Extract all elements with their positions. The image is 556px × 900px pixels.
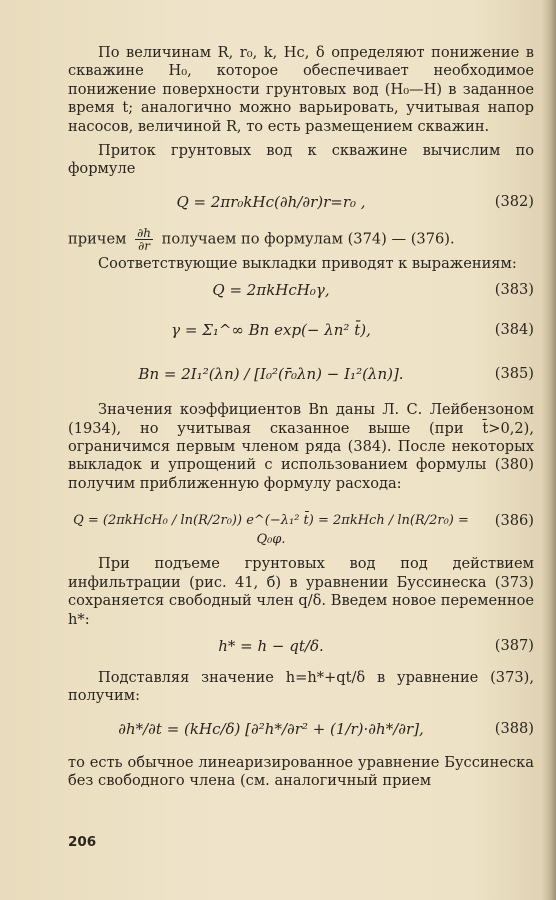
equation-383 <box>68 277 534 307</box>
inline-fraction-numerator: ∂h <box>137 225 152 240</box>
paragraph-3-start: причем <box>68 230 127 248</box>
paragraph-5: Значения коэффициентов Bn даны Л. С. Лейбензоном (1934), но учитывая сказанное выше (при t̄>0,2), ограничимся первым членом ряда (384). После некоторых выкладок и упрощений с использованием формулы (380) получим приближенную формулу расхода: <box>68 401 534 492</box>
paragraph-8: то есть обычное линеаризированное уравнение Буссинеска без свободного члена (см. аналогичный прием <box>68 753 534 790</box>
equation-385 <box>68 355 534 395</box>
equation-386-number: (386) <box>494 512 534 530</box>
equation-385-number: (385) <box>494 365 534 383</box>
paragraph-3-end: получаем по формулам (374) — (376). <box>161 230 455 248</box>
equation-387-formula: h* = h − qt/δ. <box>218 636 324 655</box>
paragraph-1: По величинам R, r₀, k, Hс, δ определяют понижение в скважине H₀, которое обеспечивает необходимое понижение поверхности грунтовых вод (H₀—H) в заданное время t; аналогично можно варьировать, учитывая напор насосов, величиной R, то есть размещением скважин. <box>68 44 534 135</box>
equation-388-formula: ∂h*/∂t = (kHс/δ) [∂²h*/∂r² + (1/r)·∂h*/∂r], <box>118 719 424 738</box>
equation-386-formula: Q = (2πkHсH₀ / ln(R/2r₀)) e^(−λ₁² t̄) = 2πkHсh / ln(R/2r₀) = Q₀φ. <box>73 513 469 547</box>
page-content <box>68 44 534 791</box>
equation-383-number: (383) <box>494 281 534 299</box>
equation-386 <box>68 497 534 549</box>
equation-384-formula: γ = Σ₁^∞ Bn exp(− λn² t̄), <box>171 321 371 340</box>
paragraph-4: Соответствующие выкладки приводят к выражениям: <box>98 254 517 272</box>
equation-382 <box>68 183 534 223</box>
paragraph-6: При подъеме грунтовых вод под действием инфильтрации (рис. 41, б) в уравнении Буссинеска (373) сохраняется свободный член q/δ. Введем новое переменное h*: <box>68 555 534 628</box>
equation-384-number: (384) <box>494 321 534 339</box>
equation-388-number: (388) <box>494 719 534 737</box>
paragraph-2: Приток грунтовых вод к скважине вычислим по формуле <box>68 142 534 178</box>
equation-388 <box>68 710 534 750</box>
equation-384 <box>68 311 534 351</box>
equation-382-formula: Q = 2πr₀kHс(∂h/∂r)r=r₀ , <box>176 192 366 211</box>
paragraph-7: Подставляя значение h=h*+qt/δ в уравнение (373), получим: <box>68 668 534 705</box>
page-number: 206 <box>68 834 97 850</box>
equation-383-formula: Q = 2πkHсH₀γ, <box>212 281 330 300</box>
inline-fraction <box>135 227 153 252</box>
inline-fraction-denominator: ∂r <box>138 238 151 253</box>
equation-387-number: (387) <box>494 636 534 654</box>
paragraph-3 <box>68 225 534 253</box>
equation-382-number: (382) <box>494 192 534 210</box>
equation-385-formula: Bn = 2I₁²(λn) / [I₀²(r̄₀λn) − I₁²(λn)]. <box>138 365 404 384</box>
page-edge-shadow <box>542 0 556 900</box>
equation-387 <box>68 633 534 663</box>
